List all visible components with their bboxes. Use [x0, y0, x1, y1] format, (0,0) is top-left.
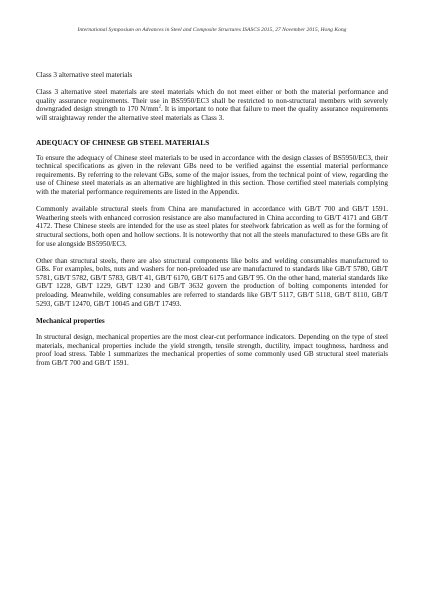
adequacy-paragraph-3: Other than structural steels, there are also structural components like bolts and welding consumables manufactured to GBs. For examples, bolts, nuts and washers for non-preloaded use are manufactured to standards like GB/T 5780, GB/T 5781, GB/T 5782, GB/T 5783, GB/T 41, GB/T 6170, GB/T 6175 and GB/T 95. On the other hand, material standards like GB/T 1228, GB/T 1229, GB/T 1230 and GB/T 3632 govern the production of bolting components intended for preloading. Meanwhile, welding consumables are referred to standards like GB/T 5117, GB/T 5118, GB/T 8110, GB/T 5293, GB/T 12470, GB/T 10045 and GB/T 17493. — [36, 256, 388, 308]
adequacy-paragraph-2: Commonly available structural steels from China are manufactured in accordance with GB/T 700 and GB/T 1591. Weathering steels with enhanced corrosion resistance are also manufactured in China according to GB/T 4171 and GB/T 4172. These Chinese steels are intended for the use as steel plates for steelwork fabrication as well as for the forming of structural sections, both open and hollow sections. It is noteworthy that not all the steels manufactured to these GBs are fit for use alongside BS5950/EC3. — [36, 205, 388, 248]
class3-heading: Class 3 alternative steel materials — [36, 71, 133, 79]
section-heading-adequacy: ADEQUACY OF CHINESE GB STEEL MATERIALS — [36, 137, 210, 147]
page-body — [36, 71, 388, 368]
class3-paragraph-text-a: Class 3 alternative steel materials are steel materials which do not meet either or both the material performance and quality assurance requirements. Their use in BS5950/EC3 shall be restricted to non-structural members with severely downgraded design strength to 170 N/mm — [36, 88, 388, 114]
class3-paragraph — [36, 88, 388, 122]
class3-superscript: 2 — [158, 103, 161, 109]
running-header: International Symposium on Advances in Steel and Composite Structures ISASCS 2015, 27 November 2015, Hong Kong — [77, 27, 347, 33]
mechanical-paragraph: In structural design, mechanical properties are the most clear-cut performance indicators. Depending on the type of steel materials, mechanical properties include the yield strength, tensile strength, ductility, impact toughness, hardness and proof load stress. Table 1 summarizes the mechanical properties of some commonly used GB structural steel materials from GB/T 700 and GB/T 1591. — [36, 333, 388, 368]
class3-paragraph-text-b: . It is important to note that failure to meet the quality assurance requirements will straightaway render the alternative steel materials as Class 3. — [36, 105, 388, 122]
adequacy-paragraph-1: To ensure the adequacy of Chinese steel materials to be used in accordance with the design classes of BS5950/EC3, their technical specifications as given in the relevant GBs need to be verified against the essential material performance requirements. By referring to the relevant GBs, some of the major issues, from the technical point of view, regarding the use of Chinese steel materials as an alternative are highlighted in this section. Those certified steel materials complying with the material performance requirements are listed in the Appendix. — [36, 153, 388, 196]
subsection-heading-mechanical: Mechanical properties — [36, 317, 105, 326]
